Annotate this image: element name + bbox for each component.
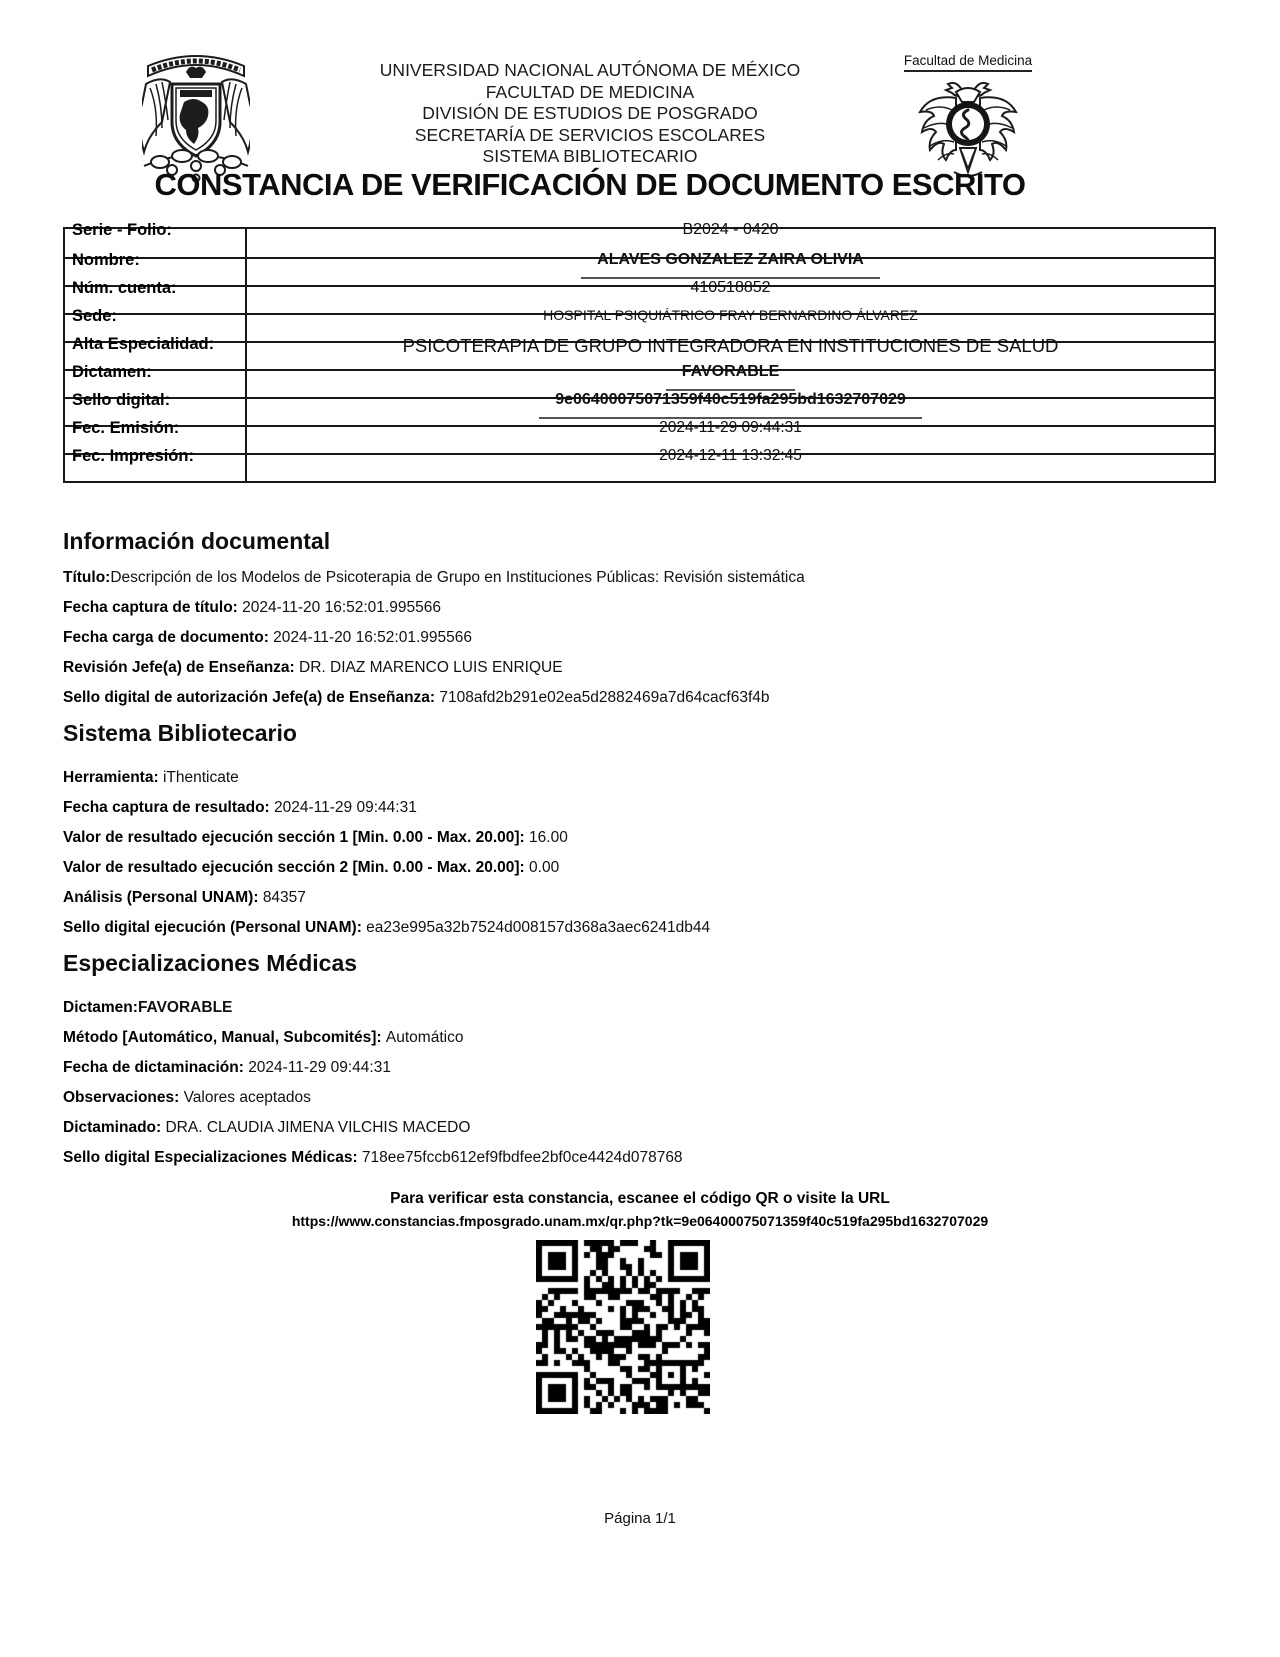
field-label: Dictamen: xyxy=(63,999,138,1016)
field-sello-ejecucion-personal-unam xyxy=(63,920,1218,936)
field-fecha-captura-titulo xyxy=(63,600,1218,616)
document-body xyxy=(63,528,1218,1180)
field-label: Método [Automático, Manual, Subcomités]: xyxy=(63,1029,386,1046)
field-value: 2024-11-29 09:44:31 xyxy=(274,799,417,816)
row-value: 9e06400075071359f40c519fa295bd1632707029 xyxy=(539,391,922,419)
field-label: Sello digital de autorización Jefe(a) de Enseñanza: xyxy=(63,689,440,706)
field-metodo xyxy=(63,1030,1218,1046)
table-row xyxy=(65,419,1214,453)
field-value: Valores aceptados xyxy=(183,1089,311,1106)
field-value: DRA. CLAUDIA JIMENA VILCHIS MACEDO xyxy=(165,1119,471,1136)
document-title: CONSTANCIA DE VERIFICACIÓN DE DOCUMENTO ESCRITO xyxy=(154,167,1026,202)
field-dictaminado xyxy=(63,1120,1218,1136)
field-herramienta xyxy=(63,770,1218,786)
field-label: Título: xyxy=(63,569,111,586)
field-value: 0.00 xyxy=(529,859,560,876)
field-fecha-carga-documento xyxy=(63,630,1218,646)
field-value: 718ee75fccb612ef9fbdfee2bf0ce4424d078768 xyxy=(361,1149,683,1166)
facultad-medicina-caption: Facultad de Medicina xyxy=(904,53,1032,72)
field-valor-seccion-2 xyxy=(63,860,1218,876)
field-value: 7108afd2b291e02ea5d2882469a7d64cacf63f4b xyxy=(439,689,770,706)
field-value: 2024-11-20 16:52:01.995566 xyxy=(242,599,441,616)
row-value: 2024-11-29 09:44:31 xyxy=(659,419,802,436)
row-value: FAVORABLE xyxy=(666,363,795,391)
institution-line: SISTEMA BIBLIOTECARIO xyxy=(482,146,698,166)
field-fecha-dictaminacion xyxy=(63,1060,1218,1076)
field-label: Fecha captura de resultado: xyxy=(63,799,275,816)
row-value: PSICOTERAPIA DE GRUPO INTEGRADORA EN INSTITUCIONES DE SALUD xyxy=(402,335,1059,356)
row-value: ALAVES GONZALEZ ZAIRA OLIVIA xyxy=(581,251,880,279)
table-row xyxy=(65,335,1214,369)
field-label: Valor de resultado ejecución sección 2 [Min. 0.00 - Max. 20.00]: xyxy=(63,859,530,876)
field-label: Fecha captura de título: xyxy=(63,599,243,616)
institution-line: FACULTAD DE MEDICINA xyxy=(485,81,695,102)
field-label: Análisis (Personal UNAM): xyxy=(63,889,263,906)
field-fecha-captura-resultado xyxy=(63,800,1218,816)
field-value: FAVORABLE xyxy=(137,999,233,1016)
field-analisis-personal-unam xyxy=(63,890,1218,906)
row-value: HOSPITAL PSIQUIÁTRICO FRAY BERNARDINO ÁLVAREZ xyxy=(543,307,918,323)
table-row xyxy=(65,391,1214,425)
field-valor-seccion-1 xyxy=(63,830,1218,846)
verification-url: https://www.constancias.fmposgrado.unam.mx/qr.php?tk=9e06400075071359f40c519fa295bd1632707029 xyxy=(291,1213,989,1229)
field-label: Fecha carga de documento: xyxy=(63,629,274,646)
section-heading-informacion-documental: Información documental xyxy=(63,528,331,554)
facultad-medicina-logo xyxy=(903,52,1033,185)
row-value: 2024-12-11 13:32:45 xyxy=(659,447,802,464)
institution-line: DIVISIÓN DE ESTUDIOS DE POSGRADO xyxy=(422,103,758,123)
page-number: Página 1/1 xyxy=(604,1510,676,1527)
qr-code xyxy=(536,1240,710,1414)
field-value: DR. DIAZ MARENCO LUIS ENRIQUE xyxy=(299,659,563,676)
section-heading-especializaciones-medicas: Especializaciones Médicas xyxy=(63,950,358,976)
field-label: Herramienta: xyxy=(63,769,163,786)
field-observaciones xyxy=(63,1090,1218,1106)
table-row xyxy=(65,447,1214,481)
row-label: Núm. cuenta: xyxy=(72,279,177,297)
field-value: Automático xyxy=(385,1029,464,1046)
row-label: Sede: xyxy=(72,307,117,325)
row-label: Fec. Emisión: xyxy=(72,419,180,437)
field-value: 2024-11-29 09:44:31 xyxy=(248,1059,391,1076)
field-label: Fecha de dictaminación: xyxy=(63,1059,249,1076)
field-value: 84357 xyxy=(262,889,306,906)
field-dictamen xyxy=(63,1000,1218,1016)
row-value: 410518852 xyxy=(690,279,771,296)
verification-block xyxy=(0,1190,1280,1229)
field-titulo xyxy=(63,570,1218,586)
field-sello-autorizacion-jefe xyxy=(63,690,1218,706)
field-sello-especializaciones-medicas xyxy=(63,1150,1218,1166)
facultad-medicina-eagle-icon xyxy=(916,76,1020,180)
verification-instruction: Para verificar esta constancia, escanee el código QR o visite la URL xyxy=(390,1190,890,1207)
field-value: 2024-11-20 16:52:01.995566 xyxy=(273,629,472,646)
field-label: Revisión Jefe(a) de Enseñanza: xyxy=(63,659,300,676)
institution-header xyxy=(160,60,1020,168)
field-value: ea23e995a32b7524d008157d368a3aec6241db44 xyxy=(366,919,711,936)
row-label: Serie - Folio: xyxy=(72,221,172,239)
field-revision-jefe-ensenanza xyxy=(63,660,1218,676)
field-label: Sello digital ejecución (Personal UNAM): xyxy=(63,919,367,936)
table-row xyxy=(65,251,1214,285)
row-value: B2024 - 0420 xyxy=(682,221,779,238)
row-label: Nombre: xyxy=(72,251,140,269)
field-value: Descripción de los Modelos de Psicoterapia de Grupo en Instituciones Públicas: Revisión sistemática xyxy=(110,569,805,586)
row-label: Sello digital: xyxy=(72,391,171,409)
institution-line: SECRETARÍA DE SERVICIOS ESCOLARES xyxy=(414,124,766,145)
summary-table xyxy=(63,221,1216,483)
field-label: Dictaminado: xyxy=(63,1119,166,1136)
institution-line: UNIVERSIDAD NACIONAL AUTÓNOMA DE MÉXICO xyxy=(379,60,801,80)
field-label: Valor de resultado ejecución sección 1 [Min. 0.00 - Max. 20.00]: xyxy=(63,829,530,846)
section-heading-sistema-bibliotecario: Sistema Bibliotecario xyxy=(63,720,297,746)
field-value: 16.00 xyxy=(529,829,568,846)
field-label: Observaciones: xyxy=(63,1089,184,1106)
field-label: Sello digital Especializaciones Médicas: xyxy=(63,1149,362,1166)
row-label: Alta Especialidad: xyxy=(72,335,215,353)
field-value: iThenticate xyxy=(162,769,239,786)
row-label: Fec. Impresión: xyxy=(72,447,194,465)
row-label: Dictamen: xyxy=(72,363,152,381)
